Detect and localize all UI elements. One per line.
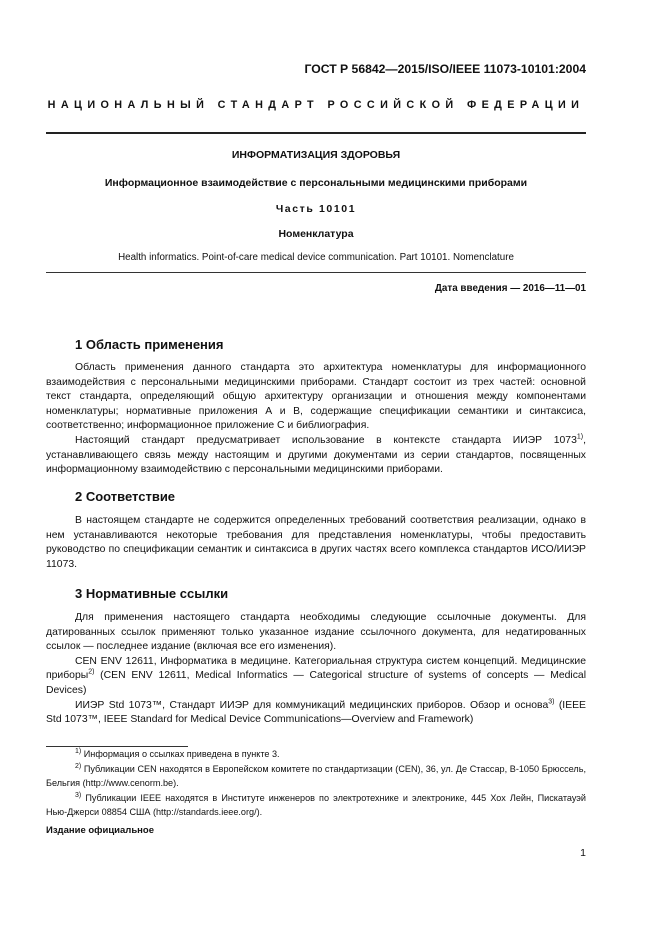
footnote-text: Информация о ссылках приведена в пункте 3. bbox=[81, 749, 280, 759]
header-rule bbox=[46, 132, 586, 134]
official-edition-label: Издание официальное bbox=[46, 825, 154, 836]
section-1-body bbox=[46, 361, 586, 478]
footnote-rule bbox=[46, 746, 188, 747]
section-1-heading: 1 Область применения bbox=[75, 337, 224, 352]
document-code: ГОСТ Р 56842—2015/ISO/IEEE 11073-10101:2004 bbox=[304, 62, 586, 76]
footnote-text: Публикации CEN находятся в Европейском комитете по стандартизации (CEN), 36, ул. Де Стассар, B-1050 Брюссель, Бельгия (http://www.cenorm.be). bbox=[46, 764, 586, 788]
paragraph-text: CEN ENV 12611, Информатика в медицине. Категориальная структура систем концепций. Медицинские приборы bbox=[46, 655, 586, 682]
footnote-1 bbox=[46, 748, 586, 761]
footnote-mark: 3) bbox=[75, 792, 82, 800]
section-2-body bbox=[46, 514, 586, 572]
document-part-name: Номенклатура bbox=[278, 228, 354, 240]
footnote-ref-1: 1) bbox=[576, 433, 584, 441]
paragraph-text: , устанавливающего связь между настоящим и другими документами из серии стандартов, посвященных информационному взаимодействию с персональными медицинскими приборами. bbox=[46, 434, 586, 476]
footnote-3 bbox=[46, 792, 586, 819]
section-1-paragraph-1: Область применения данного стандарта это архитектура номенклатуры для информационного взаимодействия с персональными медицинскими приборами. Стандарт состоит из трех частей: основной текст стандарта, определяющий общую архитектуру организации и отношения между компонентами номенклатуры; нормативные приложения А и В, содержащие спецификации семантики и синтаксиса, соответственно; информационное приложение С и библиография. bbox=[46, 362, 586, 432]
footnote-text: Публикации IEEE находятся в Институте инженеров по электротехнике и электронике, 445 Хох Лейн, Пискатауэй Нью-Джерси 08854 США (http://standards.ieee.org/). bbox=[46, 793, 586, 817]
section-2-paragraph-1: В настоящем стандарте не содержится определенных требований соответствия реализации, однако в нем устанавливаются некоторые требования для представления номенклатуры, чтобы предоставить руководство по спецификации семантик и синтаксиса в других частях всего комплекса стандартов ИСО/ИИЭР 11073. bbox=[46, 515, 586, 570]
paragraph-text: Настоящий стандарт предусматривает использование в контексте стандарта ИИЭР 1073 bbox=[75, 434, 577, 446]
footnotes bbox=[46, 748, 586, 821]
section-3-paragraph-1: Для применения настоящего стандарта необходимы следующие ссылочные документы. Для датированных ссылок применяют только указанное издание ссылочного документа, для недатированных ссылок — последнее издание (включая все его изменения). bbox=[46, 612, 586, 653]
document-part: Часть 10101 bbox=[275, 203, 357, 215]
english-title: Health informatics. Point-of-care medical device communication. Part 10101. Nomenclature bbox=[118, 252, 514, 263]
standard-name: НАЦИОНАЛЬНЫЙ СТАНДАРТ РОССИЙСКОЙ ФЕДЕРАЦИИ bbox=[47, 99, 585, 111]
title-rule bbox=[46, 272, 586, 273]
introduction-date: Дата введения — 2016—11—01 bbox=[434, 283, 586, 294]
footnote-ref-3: 3) bbox=[548, 698, 555, 706]
section-3-paragraph-2 bbox=[46, 655, 586, 699]
paragraph-text: ИИЭР Std 1073™, Стандарт ИИЭР для коммуникаций медицинских приборов. Обзор и основа bbox=[75, 699, 549, 711]
document-subtitle: Информационное взаимодействие с персональными медицинскими приборами bbox=[104, 177, 528, 189]
page-number: 1 bbox=[580, 847, 586, 859]
paragraph-text: (CEN ENV 12611, Medical Informatics — Categorical structure of systems of concepts — Medical Devices) bbox=[46, 670, 586, 696]
footnote-mark: 1) bbox=[75, 747, 82, 755]
section-1-paragraph-2 bbox=[46, 434, 586, 478]
footnote-ref-2: 2) bbox=[88, 668, 95, 676]
paragraph-text: (IEEE Std 1073™, IEEE Standard for Medical Device Communications—Overview and Framework) bbox=[46, 699, 586, 726]
section-3-heading: 3 Нормативные ссылки bbox=[75, 586, 229, 601]
footnote-mark: 2) bbox=[75, 763, 82, 771]
document-title: ИНФОРМАТИЗАЦИЯ ЗДОРОВЬЯ bbox=[231, 149, 401, 161]
section-2-heading: 2 Соответствие bbox=[75, 489, 176, 504]
section-3-paragraph-3 bbox=[46, 699, 586, 728]
section-3-body bbox=[46, 611, 586, 728]
footnote-2 bbox=[46, 763, 586, 790]
